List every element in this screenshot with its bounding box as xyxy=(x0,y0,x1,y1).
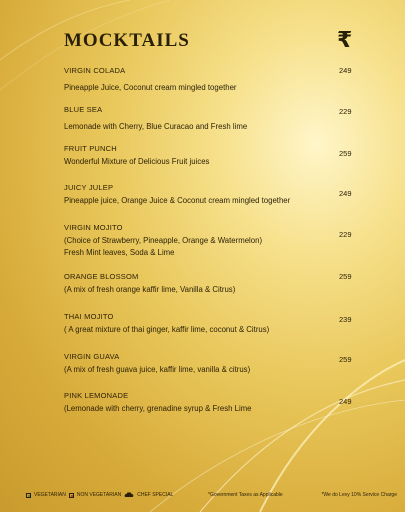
menu-title: MOCKTAILS xyxy=(64,30,190,51)
item-description xyxy=(64,403,364,415)
item-description xyxy=(64,284,364,296)
item-price: 229 xyxy=(339,230,352,239)
service-charge-note: *We do Levy 10% Service Charge xyxy=(321,492,397,498)
item-price: 249 xyxy=(339,66,352,75)
item-description-line: Pineapple Juice, Coconut cream mingled together xyxy=(64,83,237,92)
item-description xyxy=(64,156,364,168)
item-description xyxy=(64,235,364,259)
item-name: ORANGE BLOSSOM xyxy=(64,272,139,281)
item-price: 259 xyxy=(339,355,352,364)
chef-label: CHEF SPECIAL xyxy=(137,492,174,498)
rupee-icon: ₹ xyxy=(337,28,353,53)
item-price: 239 xyxy=(339,315,352,324)
item-name: THAI MOJITO xyxy=(64,312,114,321)
item-name: VIRGIN GUAVA xyxy=(64,352,120,361)
item-description-line: Wonderful Mixture of Delicious Fruit juices xyxy=(64,157,210,166)
item-description xyxy=(64,324,364,336)
menu-item xyxy=(64,352,364,376)
item-name: PINK LEMONADE xyxy=(64,391,129,400)
item-description xyxy=(64,121,364,133)
item-price: 249 xyxy=(339,397,352,406)
menu-item xyxy=(64,144,364,168)
item-name: FRUIT PUNCH xyxy=(64,144,117,153)
item-description-line: (Lemonade with cherry, grenadine syrup & Fresh Lime xyxy=(64,404,252,413)
menu-item xyxy=(64,223,364,259)
item-description-line: (A mix of fresh orange kaffir lime, Vanilla & Citrus) xyxy=(64,285,236,294)
veg-icon xyxy=(26,493,31,498)
item-description xyxy=(64,82,364,94)
menu-item xyxy=(64,183,364,207)
tax-note: *Government Taxes as Applicable xyxy=(208,492,283,498)
item-description-line: (A mix of fresh guava juice, kaffir lime, vanilla & citrus) xyxy=(64,365,251,374)
item-description-line: Fresh Mint leaves, Soda & Lime xyxy=(64,248,175,258)
menu-item xyxy=(64,105,364,133)
item-price: 259 xyxy=(339,272,352,281)
item-description-line: Pineapple juice, Orange Juice & Coconut cream mingled together xyxy=(64,196,291,205)
item-name: VIRGIN MOJITO xyxy=(64,223,123,232)
item-price: 229 xyxy=(339,107,352,116)
menu-item xyxy=(64,312,364,336)
menu-item xyxy=(64,66,364,94)
item-description xyxy=(64,195,364,207)
item-description-line: Lemonade with Cherry, Blue Curacao and Fresh lime xyxy=(64,122,248,131)
nonveg-label: NON VEGETARIAN xyxy=(76,492,122,498)
item-description-line: (Choice of Strawberry, Pineapple, Orange & Watermelon) xyxy=(64,236,263,245)
menu-item xyxy=(64,391,364,415)
veg-label: VEGETARIAN xyxy=(34,492,66,498)
item-description-line: ( A great mixture of thai ginger, kaffir lime, coconut & Citrus) xyxy=(64,325,270,334)
nonveg-icon xyxy=(69,493,74,498)
item-price: 259 xyxy=(339,149,352,158)
item-name: BLUE SEA xyxy=(64,105,103,114)
diet-legend xyxy=(26,492,173,498)
item-description xyxy=(64,364,364,376)
chef-hat-icon xyxy=(124,492,134,498)
item-price: 249 xyxy=(339,189,352,198)
item-name: JUICY JULEP xyxy=(64,183,114,192)
menu-footer xyxy=(26,489,397,501)
item-name: VIRGIN COLADA xyxy=(64,66,126,75)
menu-item xyxy=(64,272,364,296)
